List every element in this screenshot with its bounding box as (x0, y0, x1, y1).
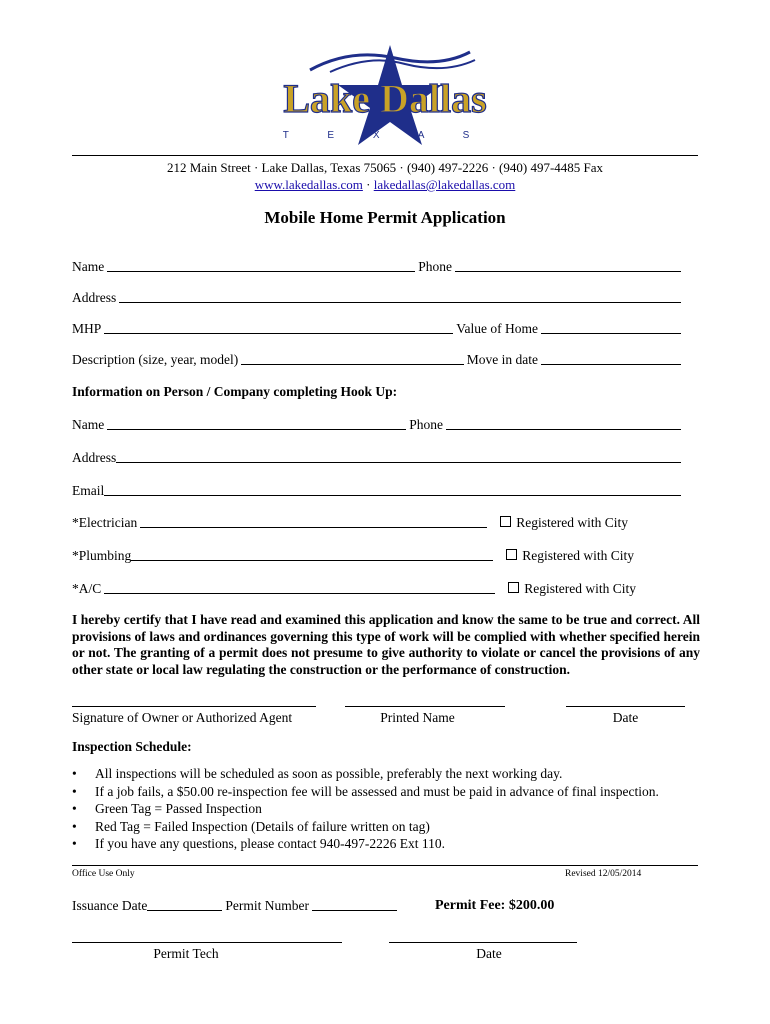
electrician-label: *Electrician (72, 515, 138, 530)
permit-tech-field[interactable] (72, 942, 342, 943)
electrician-row (72, 513, 684, 531)
address-line: 212 Main Street · Lake Dallas, Texas 75065 · (940) 497-2226 · (940) 497-4485 Fax (166, 160, 604, 175)
office-date-label: Date (476, 946, 502, 961)
hookup-heading: Information on Person / Company completing Hook Up: (72, 384, 398, 399)
issuance-date-label: Issuance Date (72, 898, 148, 913)
electrician-registered (500, 515, 628, 531)
hookup-email-row (72, 481, 684, 499)
list-item-text: Red Tag = Failed Inspection (Details of failure written on tag) (95, 818, 430, 834)
lake-dallas-logo (270, 40, 500, 145)
move-in-field[interactable] (541, 364, 681, 365)
registered-label: Registered with City (524, 581, 637, 596)
electrician-field[interactable] (140, 527, 487, 528)
hookup-email-label: Email (72, 483, 105, 498)
hookup-address-row (72, 448, 684, 466)
office-divider (72, 865, 698, 866)
applicant-address-row (72, 288, 684, 306)
logo-text: Lake Dallas (283, 76, 487, 121)
phone-field[interactable] (455, 271, 681, 272)
logo-subtext: T E X A S (282, 130, 488, 141)
permit-tech-label: Permit Tech (153, 946, 219, 961)
list-item-text: If you have any questions, please contact 940-497-2226 Ext 110. (95, 836, 446, 851)
owner-signature-field[interactable] (72, 706, 316, 707)
name-label: Name (72, 259, 105, 274)
move-in-label: Move in date (466, 352, 538, 367)
plumbing-field[interactable] (131, 560, 493, 561)
registered-label: Registered with City (516, 515, 628, 530)
plumbing-registered (506, 548, 634, 564)
permit-number-field[interactable] (312, 910, 397, 911)
applicant-name-row (72, 257, 684, 275)
list-item (72, 801, 712, 819)
list-item (72, 784, 712, 802)
separator: · (362, 177, 374, 192)
office-use-label: Office Use Only (72, 869, 135, 879)
permit-fee: Permit Fee: $200.00 (435, 898, 555, 913)
list-item (72, 836, 712, 854)
hookup-name-field[interactable] (107, 429, 406, 430)
header-divider (72, 155, 698, 156)
hookup-name-label: Name (72, 417, 105, 432)
list-item-text: Green Tag = Passed Inspection (95, 801, 262, 816)
hookup-phone-field[interactable] (446, 429, 681, 430)
list-item (72, 819, 712, 837)
issuance-row (72, 896, 412, 914)
electrician-registered-checkbox[interactable] (500, 516, 511, 527)
inspection-heading: Inspection Schedule: (72, 739, 192, 754)
ac-registered (508, 581, 636, 597)
list-item (72, 766, 712, 784)
address-label: Address (72, 290, 117, 305)
revised-date: Revised 12/05/2014 (565, 869, 642, 879)
list-item-text: All inspections will be scheduled as soon as possible, preferably the next working day. (95, 766, 563, 781)
hookup-name-row (72, 415, 684, 433)
mhp-row (72, 319, 684, 337)
inspection-list (72, 766, 712, 854)
description-row (72, 350, 684, 368)
mhp-field[interactable] (104, 333, 453, 334)
printed-name-label: Printed Name (380, 710, 455, 725)
signature-date-label: Date (612, 710, 639, 725)
ac-label: *A/C (72, 581, 102, 596)
hookup-address-label: Address (72, 450, 117, 465)
ac-registered-checkbox[interactable] (508, 582, 519, 593)
ac-field[interactable] (104, 593, 495, 594)
ac-row (72, 579, 684, 597)
registered-label: Registered with City (522, 548, 635, 563)
plumbing-registered-checkbox[interactable] (506, 549, 517, 560)
email-link[interactable]: lakedallas@lakedallas.com (373, 177, 516, 192)
list-item-text: If a job fails, a $50.00 re-inspection fee will be assessed and must be paid in advance of final inspection. (95, 783, 659, 799)
issuance-date-field[interactable] (147, 910, 222, 911)
certification-statement: I hereby certify that I have read and examined this application and know the same to be true and correct. All provisions of laws and ordinances governing this type of work will be complied with whether specified herein or not. The granting of a permit does not presume to give authority to violate or cancel the provisions of any other state or local law regulating the construction or the performance of construction. (72, 612, 700, 677)
bullet-icon: • (72, 818, 77, 834)
bullet-icon: • (72, 801, 77, 816)
address-field[interactable] (119, 302, 681, 303)
value-of-home-field[interactable] (541, 333, 681, 334)
hookup-address-field[interactable] (116, 462, 681, 463)
bullet-icon: • (72, 766, 77, 781)
website-link[interactable]: www.lakedallas.com (254, 177, 363, 192)
contact-links (0, 177, 770, 193)
page-title: Mobile Home Permit Application (264, 208, 506, 227)
office-date-field[interactable] (389, 942, 577, 943)
mhp-label: MHP (72, 321, 102, 336)
permit-number-label: Permit Number (225, 898, 309, 913)
signature-date-field[interactable] (566, 706, 685, 707)
phone-label: Phone (418, 259, 452, 274)
owner-signature-label: Signature of Owner or Authorized Agent (72, 710, 293, 725)
description-label: Description (size, year, model) (72, 352, 239, 367)
bullet-icon: • (72, 783, 77, 799)
value-of-home-label: Value of Home (456, 321, 538, 336)
printed-name-field[interactable] (345, 706, 505, 707)
name-field[interactable] (107, 271, 415, 272)
hookup-email-field[interactable] (104, 495, 681, 496)
bullet-icon: • (72, 836, 77, 851)
plumbing-row (72, 546, 684, 564)
hookup-phone-label: Phone (409, 417, 443, 432)
plumbing-label: *Plumbing (72, 548, 132, 563)
description-field[interactable] (241, 364, 463, 365)
